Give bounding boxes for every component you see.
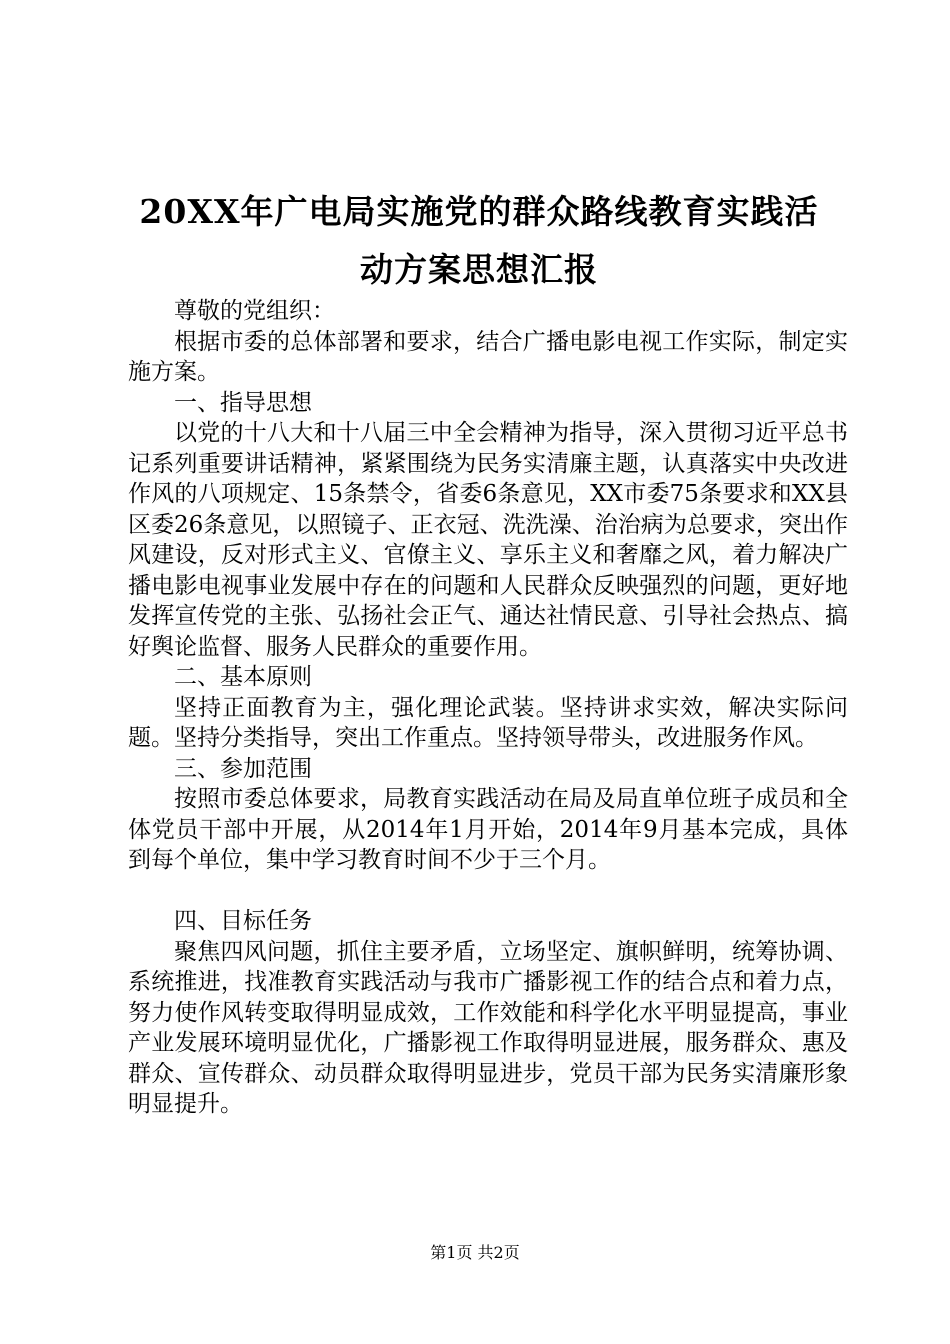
document-title-line-1: 20XX年广电局实施党的群众路线教育实践活 — [139, 192, 819, 231]
paragraph-scope: 按照市委总体要求，局教育实践活动在局及局直单位班子成员和全体党员干部中开展，从2014年1月开始，2014年9月基本完成，具体到每个单位，集中学习教育时间不少于三个月。 — [128, 786, 848, 873]
salutation: 尊敬的党组织： — [174, 298, 335, 324]
intro-paragraph: 根据市委的总体部署和要求，结合广播电影电视工作实际，制定实施方案。 — [128, 328, 848, 385]
section-heading-goals: 四、目标任务 — [174, 908, 312, 934]
document-body — [128, 296, 848, 1120]
page-footer: 第1页 共2页 — [430, 1243, 520, 1262]
section-heading-guiding-thought: 一、指导思想 — [174, 389, 312, 416]
paragraph-goals: 聚焦四风问题，抓住主要矛盾，立场坚定、旗帜鲜明，统筹协调、系统推进，找准教育实践活动与我市广播影视工作的结合点和着力点，努力使作风转变取得明显成效，工作效能和科学化水平明显提高，事业产业发展环境明显优化，广播影视工作取得明显进展，服务群众、惠及群众、宣传群众、动员群众取得明显进步，党员干部为民务实清廉形象明显提升。 — [128, 938, 848, 1117]
section-heading-basic-principles: 二、基本原则 — [174, 664, 312, 690]
document-title-line-2: 动方案思想汇报 — [360, 250, 598, 289]
section-heading-scope: 三、参加范围 — [174, 755, 312, 782]
paragraph-basic-principles: 坚持正面教育为主，强化理论武装。坚持讲求实效，解决实际问题。坚持分类指导，突出工作重点。坚持领导带头，改进服务作风。 — [128, 694, 848, 751]
paragraph-guiding-thought: 以党的十八大和十八届三中全会精神为指导，深入贯彻习近平总书记系列重要讲话精神，紧紧围绕为民务实清廉主题，认真落实中央改进作风的八项规定、15条禁令，省委6条意见，XX市委75条要求和XX县区委26条意见，以照镜子、正衣冠、洗洗澡、治治病为总要求，突出作风建设，反对形式主义、官僚主义、享乐主义和奢靡之风，着力解决广播电影电视事业发展中存在的问题和人民群众反映强烈的问题，更好地发挥宣传党的主张、弘扬社会正气、通达社情民意、引导社会热点、搞好舆论监督、服务人民群众的重要作用。 — [128, 420, 848, 660]
